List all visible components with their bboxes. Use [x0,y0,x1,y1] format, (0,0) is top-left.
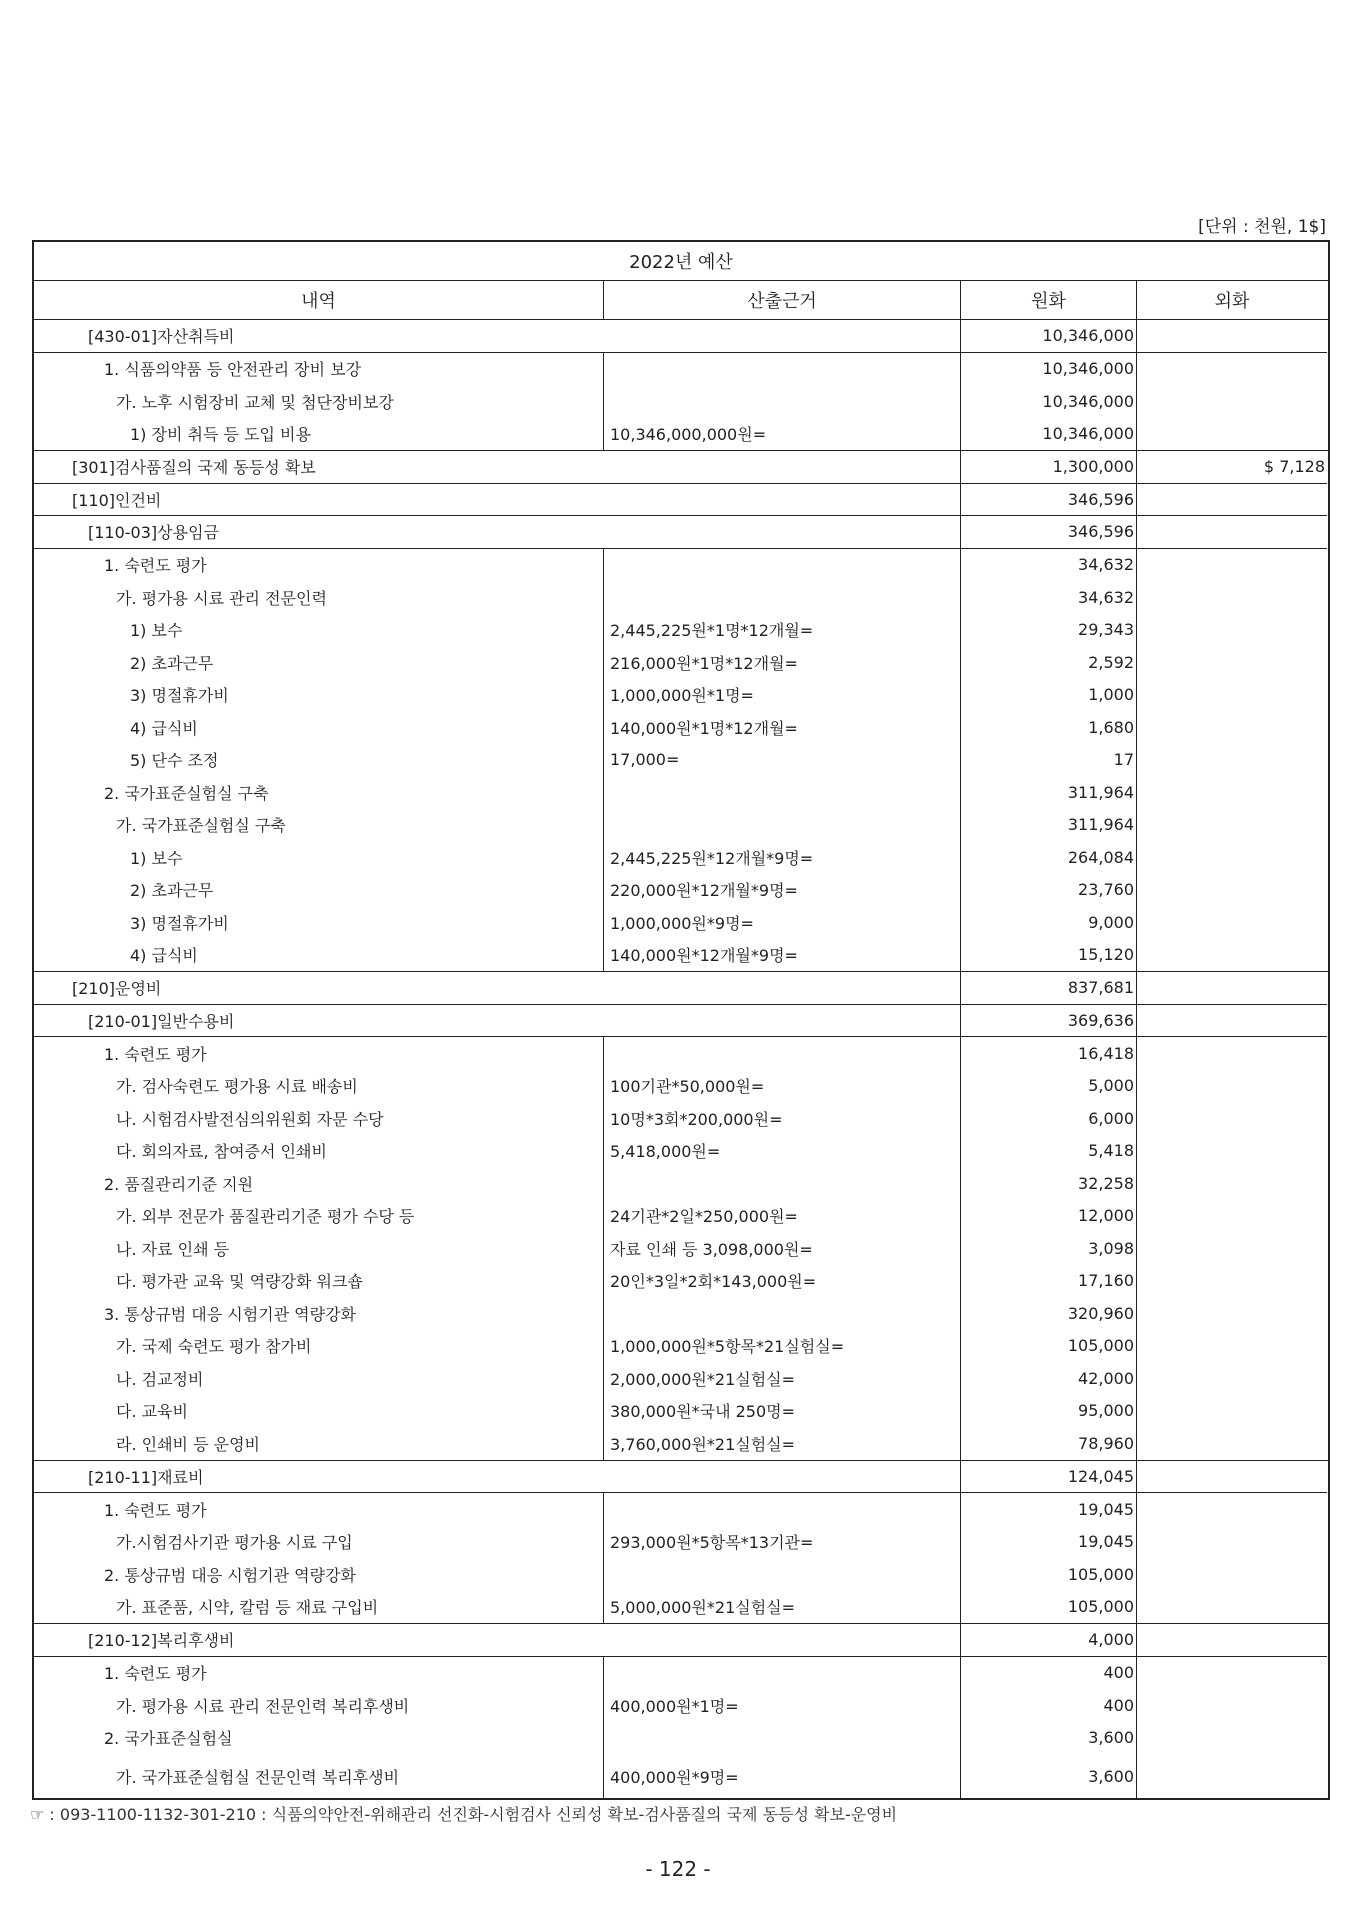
calc-basis [604,1558,961,1591]
item-label: 3) 명절휴가비 [34,906,604,939]
won-amount: 10,346,000 [961,418,1137,451]
calc-basis: 100기관*50,000원= [604,1070,961,1103]
won-amount: 1,000 [961,679,1137,712]
footer-note: ☞ : 093-1100-1132-301-210 : 식품의약안전-위해관리 선진화-시험검사 신뢰성 확보-검사품질의 국제 동등성 확보-운영비 [30,1805,898,1824]
foreign-amount [1137,711,1327,744]
section-item: [430-01]자산취득비 [34,320,961,353]
item-label: 5) 단수 조정 [34,744,604,777]
item-label: 1. 숙련도 평가 [34,1657,604,1690]
table-row [34,776,1328,809]
calc-basis: 3,760,000원*21실험실= [604,1427,961,1460]
won-amount: 3,098 [961,1232,1137,1265]
item-label: 가. 국제 숙련도 평가 참가비 [34,1330,604,1363]
foreign-amount [1137,1657,1327,1690]
foreign-amount [1137,1265,1327,1298]
foreign-amount [1137,1624,1327,1657]
section-item: [210]운영비 [34,972,961,1005]
item-label: 2. 국가표준실험실 [34,1722,604,1755]
foreign-amount [1137,1526,1327,1559]
detail-group [34,1493,1328,1624]
item-label: 가. 표준품, 시약, 칼럼 등 재료 구입비 [34,1591,604,1624]
item-label: 2. 국가표준실험실 구축 [34,776,604,809]
calc-basis: 1,000,000원*9명= [604,906,961,939]
detail-group [34,1037,1328,1461]
item-label: 2. 품질관리기준 지원 [34,1167,604,1200]
calc-basis: 2,445,225원*12개월*9명= [604,841,961,874]
calc-basis: 5,418,000원= [604,1135,961,1168]
section-row [34,1005,1328,1038]
section-row [34,1461,1328,1494]
item-label: 1. 숙련도 평가 [34,549,604,582]
won-amount: 346,596 [961,484,1137,517]
calc-basis [604,1657,961,1690]
table-row [34,744,1328,777]
table-row [34,1070,1328,1103]
foreign-amount [1137,1070,1327,1103]
foreign-amount [1137,906,1327,939]
won-amount: 10,346,000 [961,320,1137,353]
table-row [34,874,1328,907]
table-row [34,1297,1328,1330]
detail-group [34,353,1328,452]
won-amount: 320,960 [961,1297,1137,1330]
table-body [34,320,1328,1798]
item-label: 다. 회의자료, 참여증서 인쇄비 [34,1135,604,1168]
calc-basis: 220,000원*12개월*9명= [604,874,961,907]
table-row [34,1037,1328,1070]
foreign-amount [1137,939,1327,972]
table-row [34,1558,1328,1591]
foreign-amount [1137,1005,1327,1038]
foreign-amount [1137,516,1327,549]
won-amount: 5,418 [961,1135,1137,1168]
calc-basis [604,1722,961,1755]
won-amount: 17,160 [961,1265,1137,1298]
calc-basis: 293,000원*5항목*13기관= [604,1526,961,1559]
foreign-amount [1137,1200,1327,1233]
won-amount: 124,045 [961,1461,1137,1494]
section-row [34,451,1328,484]
calc-basis: 400,000원*9명= [604,1754,961,1798]
section-item: [210-11]재료비 [34,1461,961,1494]
foreign-amount [1137,1493,1327,1526]
section-item: [210-12]복리후생비 [34,1624,961,1657]
calc-basis: 1,000,000원*1명= [604,679,961,712]
table-row [34,646,1328,679]
section-row [34,1624,1328,1657]
table-row [34,1657,1328,1690]
foreign-amount [1137,874,1327,907]
calc-basis [604,809,961,842]
won-amount: 400 [961,1689,1137,1722]
foreign-amount [1137,809,1327,842]
foreign-amount [1137,776,1327,809]
calc-basis [604,353,961,386]
table-row [34,385,1328,418]
won-amount: 2,592 [961,646,1137,679]
won-amount: 9,000 [961,906,1137,939]
won-amount: 4,000 [961,1624,1137,1657]
header-item: 내역 [34,281,604,319]
calc-basis [604,1037,961,1070]
calc-basis: 216,000원*1명*12개월= [604,646,961,679]
item-label: 다. 평가관 교육 및 역량강화 워크숍 [34,1265,604,1298]
calc-basis: 5,000,000원*21실험실= [604,1591,961,1624]
table-row [34,1526,1328,1559]
foreign-amount [1137,1395,1327,1428]
calc-basis: 자료 인쇄 등 3,098,000원= [604,1232,961,1265]
calc-basis: 400,000원*1명= [604,1689,961,1722]
item-label: 나. 자료 인쇄 등 [34,1232,604,1265]
calc-basis: 24기관*2일*250,000원= [604,1200,961,1233]
foreign-amount [1137,1037,1327,1070]
won-amount: 10,346,000 [961,385,1137,418]
foreign-amount [1137,1362,1327,1395]
calc-basis: 380,000원*국내 250명= [604,1395,961,1428]
section-item: [210-01]일반수용비 [34,1005,961,1038]
won-amount: 369,636 [961,1005,1137,1038]
calc-basis: 10명*3회*200,000원= [604,1102,961,1135]
table-row [34,1427,1328,1460]
foreign-amount [1137,1558,1327,1591]
won-amount: 42,000 [961,1362,1137,1395]
table-row [34,1591,1328,1624]
foreign-amount [1137,581,1327,614]
won-amount: 15,120 [961,939,1137,972]
calc-basis [604,776,961,809]
foreign-amount [1137,1722,1327,1755]
item-label: 다. 교육비 [34,1395,604,1428]
item-label: 1) 장비 취득 등 도입 비용 [34,418,604,451]
table-header-row [34,281,1328,320]
foreign-amount [1137,1297,1327,1330]
calc-basis [604,549,961,582]
section-item: [110-03]상용임금 [34,516,961,549]
won-amount: 105,000 [961,1558,1137,1591]
item-label: 2. 통상규범 대응 시험기관 역량강화 [34,1558,604,1591]
foreign-amount [1137,320,1327,353]
foreign-amount [1137,418,1327,451]
table-row [34,1493,1328,1526]
table-row [34,1200,1328,1233]
item-label: 가. 검사숙련도 평가용 시료 배송비 [34,1070,604,1103]
table-row [34,549,1328,582]
item-label: 1. 식품의약품 등 안전관리 장비 보강 [34,353,604,386]
won-amount: 12,000 [961,1200,1137,1233]
table-row [34,809,1328,842]
calc-basis [604,1493,961,1526]
table-row [34,1232,1328,1265]
calc-basis: 140,000원*1명*12개월= [604,711,961,744]
item-label: 가.시험검사기관 평가용 시료 구입 [34,1526,604,1559]
won-amount: 29,343 [961,614,1137,647]
foreign-amount [1137,679,1327,712]
table-row [34,353,1328,386]
won-amount: 34,632 [961,549,1137,582]
foreign-amount [1137,972,1327,1005]
table-row [34,1362,1328,1395]
header-basis: 산출근거 [604,281,961,319]
calc-basis: 20인*3일*2회*143,000원= [604,1265,961,1298]
won-amount: 346,596 [961,516,1137,549]
table-row [34,614,1328,647]
table-row [34,1722,1328,1755]
foreign-amount [1137,353,1327,386]
won-amount: 78,960 [961,1427,1137,1460]
won-amount: 837,681 [961,972,1137,1005]
item-label: 1) 보수 [34,841,604,874]
foreign-amount [1137,484,1327,517]
won-amount: 3,600 [961,1722,1137,1755]
foreign-amount: $ 7,128 [1137,451,1327,484]
item-label: 라. 인쇄비 등 운영비 [34,1427,604,1460]
table-row [34,906,1328,939]
won-amount: 10,346,000 [961,353,1137,386]
table-row [34,1395,1328,1428]
won-amount: 95,000 [961,1395,1137,1428]
calc-basis: 1,000,000원*5항목*21실험실= [604,1330,961,1363]
calc-basis [604,385,961,418]
won-amount: 19,045 [961,1526,1137,1559]
foreign-amount [1137,1102,1327,1135]
item-label: 가. 평가용 시료 관리 전문인력 [34,581,604,614]
item-label: 1) 보수 [34,614,604,647]
section-item: [301]검사품질의 국제 동등성 확보 [34,451,961,484]
table-row [34,1102,1328,1135]
item-label: 4) 급식비 [34,939,604,972]
item-label: 4) 급식비 [34,711,604,744]
item-label: 가. 노후 시험장비 교체 및 첨단장비보강 [34,385,604,418]
section-item: [110]인건비 [34,484,961,517]
calc-basis: 17,000= [604,744,961,777]
calc-basis: 10,346,000,000원= [604,418,961,451]
calc-basis: 2,000,000원*21실험실= [604,1362,961,1395]
won-amount: 3,600 [961,1754,1137,1798]
foreign-amount [1137,841,1327,874]
won-amount: 311,964 [961,776,1137,809]
foreign-amount [1137,1167,1327,1200]
section-row [34,516,1328,549]
foreign-amount [1137,1754,1327,1798]
won-amount: 19,045 [961,1493,1137,1526]
foreign-amount [1137,385,1327,418]
won-amount: 1,300,000 [961,451,1137,484]
section-row [34,484,1328,517]
item-label: 3) 명절휴가비 [34,679,604,712]
calc-basis [604,1297,961,1330]
table-row [34,1330,1328,1363]
won-amount: 311,964 [961,809,1137,842]
foreign-amount [1137,614,1327,647]
section-row [34,972,1328,1005]
budget-table [32,240,1330,1800]
won-amount: 264,084 [961,841,1137,874]
table-row [34,1265,1328,1298]
item-label: 1. 숙련도 평가 [34,1037,604,1070]
table-row [34,418,1328,451]
table-row [34,939,1328,972]
table-row [34,1689,1328,1722]
item-label: 2) 초과근무 [34,646,604,679]
detail-group [34,1657,1328,1799]
page-number: - 122 - [645,1857,711,1881]
foreign-amount [1137,1427,1327,1460]
item-label: 3. 통상규범 대응 시험기관 역량강화 [34,1297,604,1330]
calc-basis [604,1167,961,1200]
foreign-amount [1137,1135,1327,1168]
foreign-amount [1137,1232,1327,1265]
calc-basis: 2,445,225원*1명*12개월= [604,614,961,647]
item-label: 나. 검교정비 [34,1362,604,1395]
item-label: 가. 국가표준실험실 구축 [34,809,604,842]
item-label: 나. 시험검사발전심의위원회 자문 수당 [34,1102,604,1135]
table-row [34,581,1328,614]
table-row [34,1167,1328,1200]
detail-group [34,549,1328,973]
foreign-amount [1137,1689,1327,1722]
calc-basis: 140,000원*12개월*9명= [604,939,961,972]
foreign-amount [1137,549,1327,582]
foreign-amount [1137,1591,1327,1624]
won-amount: 34,632 [961,581,1137,614]
won-amount: 400 [961,1657,1137,1690]
table-row [34,1135,1328,1168]
table-row [34,841,1328,874]
won-amount: 6,000 [961,1102,1137,1135]
table-row [34,679,1328,712]
item-label: 2) 초과근무 [34,874,604,907]
won-amount: 105,000 [961,1591,1137,1624]
won-amount: 23,760 [961,874,1137,907]
won-amount: 1,680 [961,711,1137,744]
header-foreign: 외화 [1214,291,1250,312]
table-title: 2022년 예산 [34,242,1328,281]
calc-basis [604,581,961,614]
unit-note: [단위 : 천원, 1$] [1198,217,1326,237]
foreign-amount [1137,1330,1327,1363]
item-label: 가. 평가용 시료 관리 전문인력 복리후생비 [34,1689,604,1722]
item-label: 가. 외부 전문가 품질관리기준 평가 수당 등 [34,1200,604,1233]
section-row [34,320,1328,353]
won-amount: 17 [961,744,1137,777]
foreign-amount [1137,646,1327,679]
won-amount: 16,418 [961,1037,1137,1070]
won-amount: 5,000 [961,1070,1137,1103]
table-row [34,1754,1328,1798]
item-label: 1. 숙련도 평가 [34,1493,604,1526]
won-amount: 32,258 [961,1167,1137,1200]
won-amount: 105,000 [961,1330,1137,1363]
header-won: 원화 [961,281,1137,319]
foreign-amount [1137,1461,1327,1494]
foreign-amount [1137,744,1327,777]
item-label: 가. 국가표준실험실 전문인력 복리후생비 [34,1754,604,1798]
table-row [34,711,1328,744]
